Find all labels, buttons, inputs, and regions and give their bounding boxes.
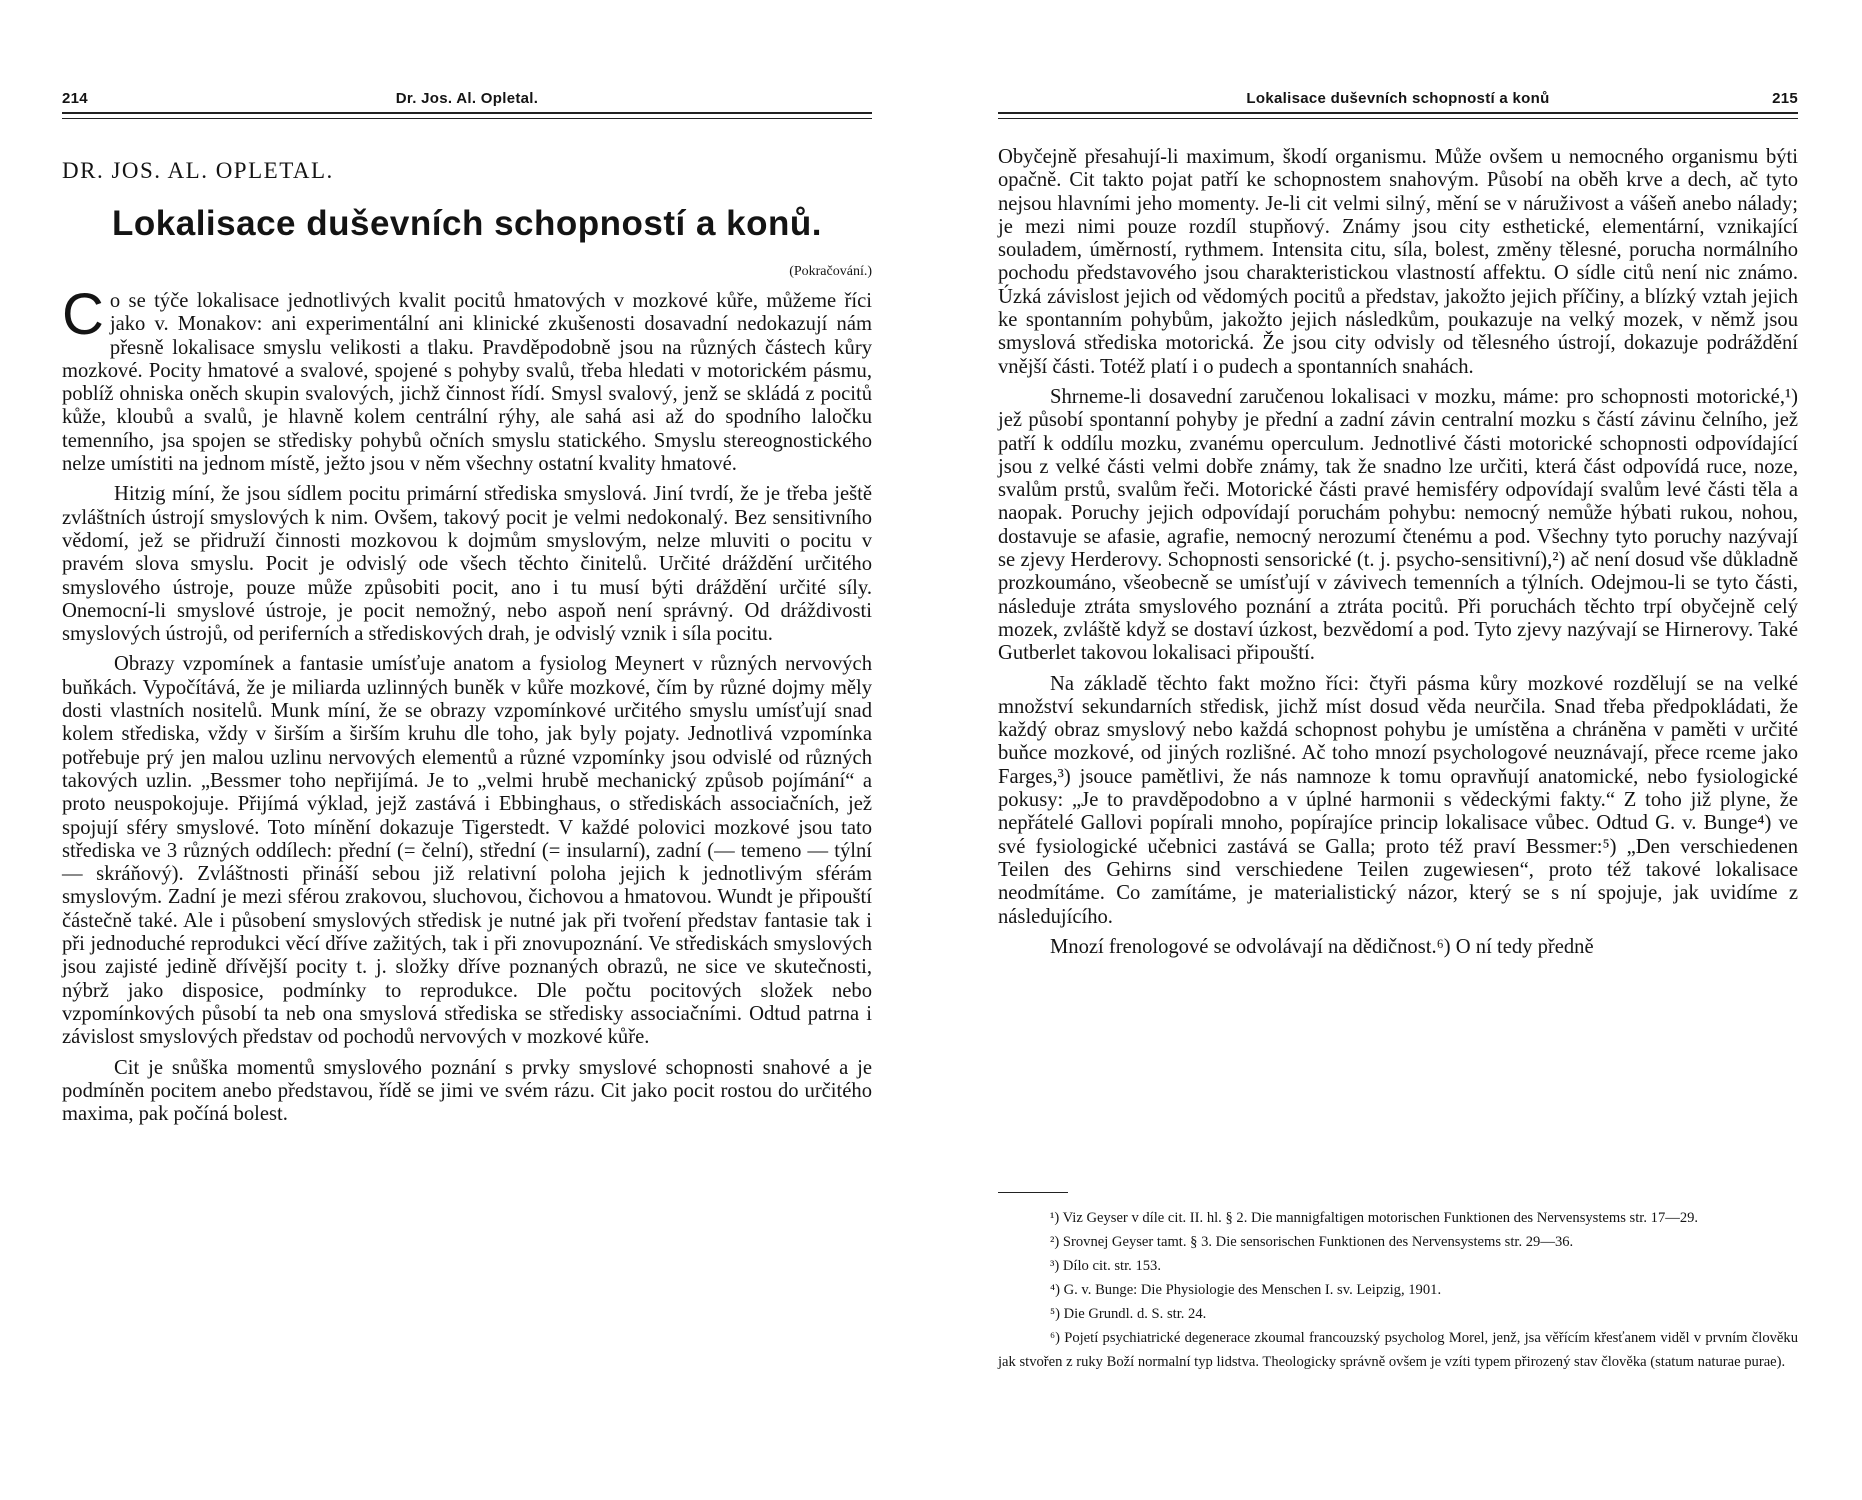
footnote: ²) Srovnej Geyser tamt. § 3. Die sensorischen Funktionen des Nervensystems str. 29—36. — [1050, 1234, 1574, 1250]
paragraph — [62, 282, 872, 476]
article-title: Lokalisace duševních schopností a konů. — [112, 204, 822, 243]
page-number-left: 214 — [62, 90, 88, 107]
continuation-note: (Pokračování.) — [789, 264, 872, 279]
paragraph: Na základě těchto fakt možno říci: čtyři pásma kůry mozkové rozdělují se na velké množství sekundarních středisk, jichž míst dosud věda neurčila. Snad třeba předpokládati, že každý obraz smyslový nebo každá schopnost pohybu je umístěna a chráněna v paměti v určité buňce mozkové, od jiných rozlišné. Ač toho mnozí psychologové neuznávají, přece rceme jako Farges,³) jsouce pamětlivi, že nás namnoze k tomu opravňují anatomické, nebo fysiologické pokusy: „Je to pravděpodobno a v úplné harmonii s vědeckými fakty.“ Z toho již plyne, že nepřátelé Gallovi popírali mnoho, popírajíce princip lokalisace vůbec. Odtud G. v. Bunge⁴) ve své fysiologické učebnici zastává se Galla; proto též praví Bessmer:⁵) „Den verschiedenen Teilen des Gehirns sind verschiedene Teilen zugewiesen“, proto též takové lokalisace neodmítáme. Co zamítáme, je materialistický názor, který se s ní spojuje, jak uvidíme z následujícího. — [998, 672, 1798, 928]
footnote: ⁵) Die Grundl. d. S. str. 24. — [1050, 1306, 1207, 1322]
drop-cap: C — [62, 282, 104, 347]
left-page — [62, 0, 872, 1500]
paragraph: Obyčejně přesahují-li maximum, škodí organismu. Může ovšem u nemocného organismu býti opačně. Cit takto pojat patří ke schopnostem snahovým. Působí na oběh krve a dech, ač tyto nejsou hlavními jeho momenty. Je-li cit velmi silný, mění se v náruživost a vášeň anebo nálady; je mezi nimi pouze rozdíl stupňový. Známy jsou city esthetické, elementární, vznikající souladem, úměrností, rythmem. Intensita citu, síla, bolest, změny tělesné, porucha normálního pochodu představového jsou charakteristickou vlastností affektu. O sídle citů není nic známo. Úzká závislost jejich od vědomých pocitů a představ, jakožto jejich příčiny, a blízký vztah jejich ke spontanním pohybům, jakožto jejich následkům, poukazuje na velký mozek, v němž jsou smyslová střediska motorická. Že jsou city odvisly od tělesného ústrojí, dokazuje podráždění vnější části. Totéž platí i o pudech a spontanních snahách. — [998, 146, 1798, 378]
running-head-right — [998, 84, 1798, 112]
paragraph-text: o se týče lokalisace jednotlivých kvalit pocitů hmatových v mozkové kůře, můžeme říci jako v. Monakov: ani experimentální ani klinické zkušenosti dosavadní nedokazují nám přesně lokalisace smyslu velikosti a tlaku. Pravděpodobně jsou na různých částech kůry mozkové. Pocity hmatové a svalové, spojené s pohyby svalů, třeba hledati v motorickém pásmu, poblíž ohniska oněch skupin svalových, jichž činnost řídí. Smysl svalový, jenž se skládá z pocitů kůže, kloubů a svalů, je hlavně kolem centrální rýhy, ale sahá asi až do spodního laločku temenního, jsa spojen se středisky pohybů očních smyslu statického. Smyslu stereognostického nelze umístiti na jednom místě, ježto jsou v něm všechny ostatní kvality hmatové. — [62, 290, 872, 476]
footnote: ⁴) G. v. Bunge: Die Physiologie des Menschen I. sv. Leipzig, 1901. — [1050, 1282, 1442, 1298]
footnote: ¹) Viz Geyser v díle cit. II. hl. § 2. Die mannigfaltigen motorischen Funktionen des Nervensystems str. 17—29. — [1050, 1210, 1699, 1226]
header-rule-right — [998, 112, 1798, 119]
footnote-rule — [998, 1192, 1068, 1193]
footnote: ⁶) Pojetí psychiatrické degenerace zkoumal francouzský psycholog Morel, jenž, jsa věřícím křesťanem viděl v prvním člověku jak stvořen z ruky Boží normalní typ lidstva. Theologicky správně ovšem je vzíti typem přirozený stav člověka (statum naturae purae). — [998, 1330, 1798, 1370]
footnotes — [998, 1206, 1798, 1374]
running-title-right: Lokalisace duševních schopností a konů — [1246, 90, 1550, 107]
paragraph: Cit je snůška momentů smyslového poznání s prvky smyslové schopnosti snahové a je podmíněn pocitem anebo představou, řídě se jimi ve svém rázu. Cit jako pocit rostou do určitého maxima, pak počíná bolest. — [62, 1056, 872, 1126]
page-number-right: 215 — [1772, 90, 1798, 107]
article-author: DR. JOS. AL. OPLETAL. — [62, 158, 334, 183]
paragraph: Obrazy vzpomínek a fantasie umísťuje anatom a fysiolog Meynert v různých nervových buňkách. Vypočítává, že je miliarda uzlinných buněk v kůře mozkové, čím by různé dojmy měly dosti vlastních nositelů. Munk míní, že se obrazy vzpomínkové určitého smyslu umísťují snad kolem střediska, vždy v širším a širším kruhu dle toho, jak byly pojaty. Jednotlivá vzpomínka potřebuje prý jen malou uzlinu nervových elementů a různé vzpomínky jsou odvislé od různých takových uzlin. „Bessmer toho nepřijímá. Je to „velmi hrubě mechanický způsob pojímání“ a proto neuspokojuje. Přijímá výklad, jejž zastává i Ebbinghaus, o střediskách associačních, jež spojují sféry smyslové. Toto mínění dokazuje Tigerstedt. V každé polovici mozkové jsou tato střediska ve 3 různých oddílech: přední (= čelní), střední (= insularní), zadní (— temeno — týlní — skráňový). Zvláštnosti přináší sebou již relativní poloha jejich k jednotlivým sférám smyslovým. Zadní je mezi sférou zrakovou, sluchovou, čichovou a hmatovou. Wundt je připouští částečně také. Ale i působení smyslových středisk je nutné jak při tvoření představ fantasie tak i při jednoduché reprodukci věcí dříve zažitých, tak i při znovupoznání. Ve střediskách smyslových jsou zajisté jedině dřívější pocity t. j. složky dříve poznaných obrazů, ne sice ve skutečnosti, nýbrž jako disposice, podmínky to reprodukce. Dle počtu pocitových složek nebo vzpomínkových působí ta neb ona smyslová střediska se středisky associačními. Odtud patrna i závislost smyslových představ od pochodů nervových v mozkové kůře. — [62, 653, 872, 1049]
header-rule-left — [62, 112, 872, 119]
running-head-left — [62, 84, 872, 112]
footnote: ³) Dílo cit. str. 153. — [1050, 1258, 1161, 1274]
paragraph: Mnozí frenologové se odvolávají na dědičnost.⁶) O ní tedy předně — [1050, 935, 1594, 958]
left-body-text — [62, 282, 872, 1133]
right-body-text — [998, 146, 1798, 966]
paragraph: Hitzig míní, že jsou sídlem pocitu primární střediska smyslová. Jiní tvrdí, že je třeba ještě zvláštních ústrojí smyslových k nim. Ovšem, takový pocit je velmi nedokonalý. Bez sensitivního vědomí, jež se přidruží činnosti mozkovou k dojmům smyslovým, nelze mluviti o pocitu v pravém slova smyslu. Pocit je odvislý ode všech těchto činitelů. Určité dráždění určitého smyslového ústroje, pouze může způsobiti pocit, ano i tu musí býti dráždění určité síly. Onemocní-li smyslové ústroje, je pocit nemožný, nebo aspoň není správný. Od dráždivosti smyslových ústrojů, od periferních a střediskových drah, je odvislý vznik i síla pocitu. — [62, 483, 872, 646]
right-page — [998, 0, 1798, 1500]
running-title-left: Dr. Jos. Al. Opletal. — [395, 90, 539, 107]
paragraph: Shrneme-li dosavední zaručenou lokalisaci v mozku, máme: pro schopnosti motorické,¹) jež působí spontanní pohyby je přední a zadní závin centralní mozku s částí závinu čelního, jež patří k oddílu mozku, zvanému operculum. Jednotlivé části motorické schopnosti odpovídající jsou z velké části velmi dobře známy, tak že snadno lze určiti, která část odpovídá ruce, noze, svalům prstů, svalům řeči. Motorické části pravé hemisféry odpovídají svalům levé části těla a naopak. Poruchy jejich odpovídají poruchám pohybu: nemocný nemůže hýbati rukou, nohou, dostavuje se afasie, agrafie, nemocný nerozumí čtenému a pod. Všechny tyto poruchy nazývají se zjevy Herderovy. Schopnosti sensorické (t. j. psycho-sensitivní),²) ač není dosud vše důkladně prozkoumáno, všeobecně se umísťují v závivech temenních a týlních. Odejmou-li se tyto části, následuje ztráta smyslového poznání a ztráta pocitů. Při poruchách těchto trpí obyčejně celý mozek, zvláště když se dostaví úzkost, bezvědomí a pod. Tyto zjevy nazývají se Hirnerovy. Také Gutberlet takovou lokalisaci připouští. — [998, 385, 1798, 665]
